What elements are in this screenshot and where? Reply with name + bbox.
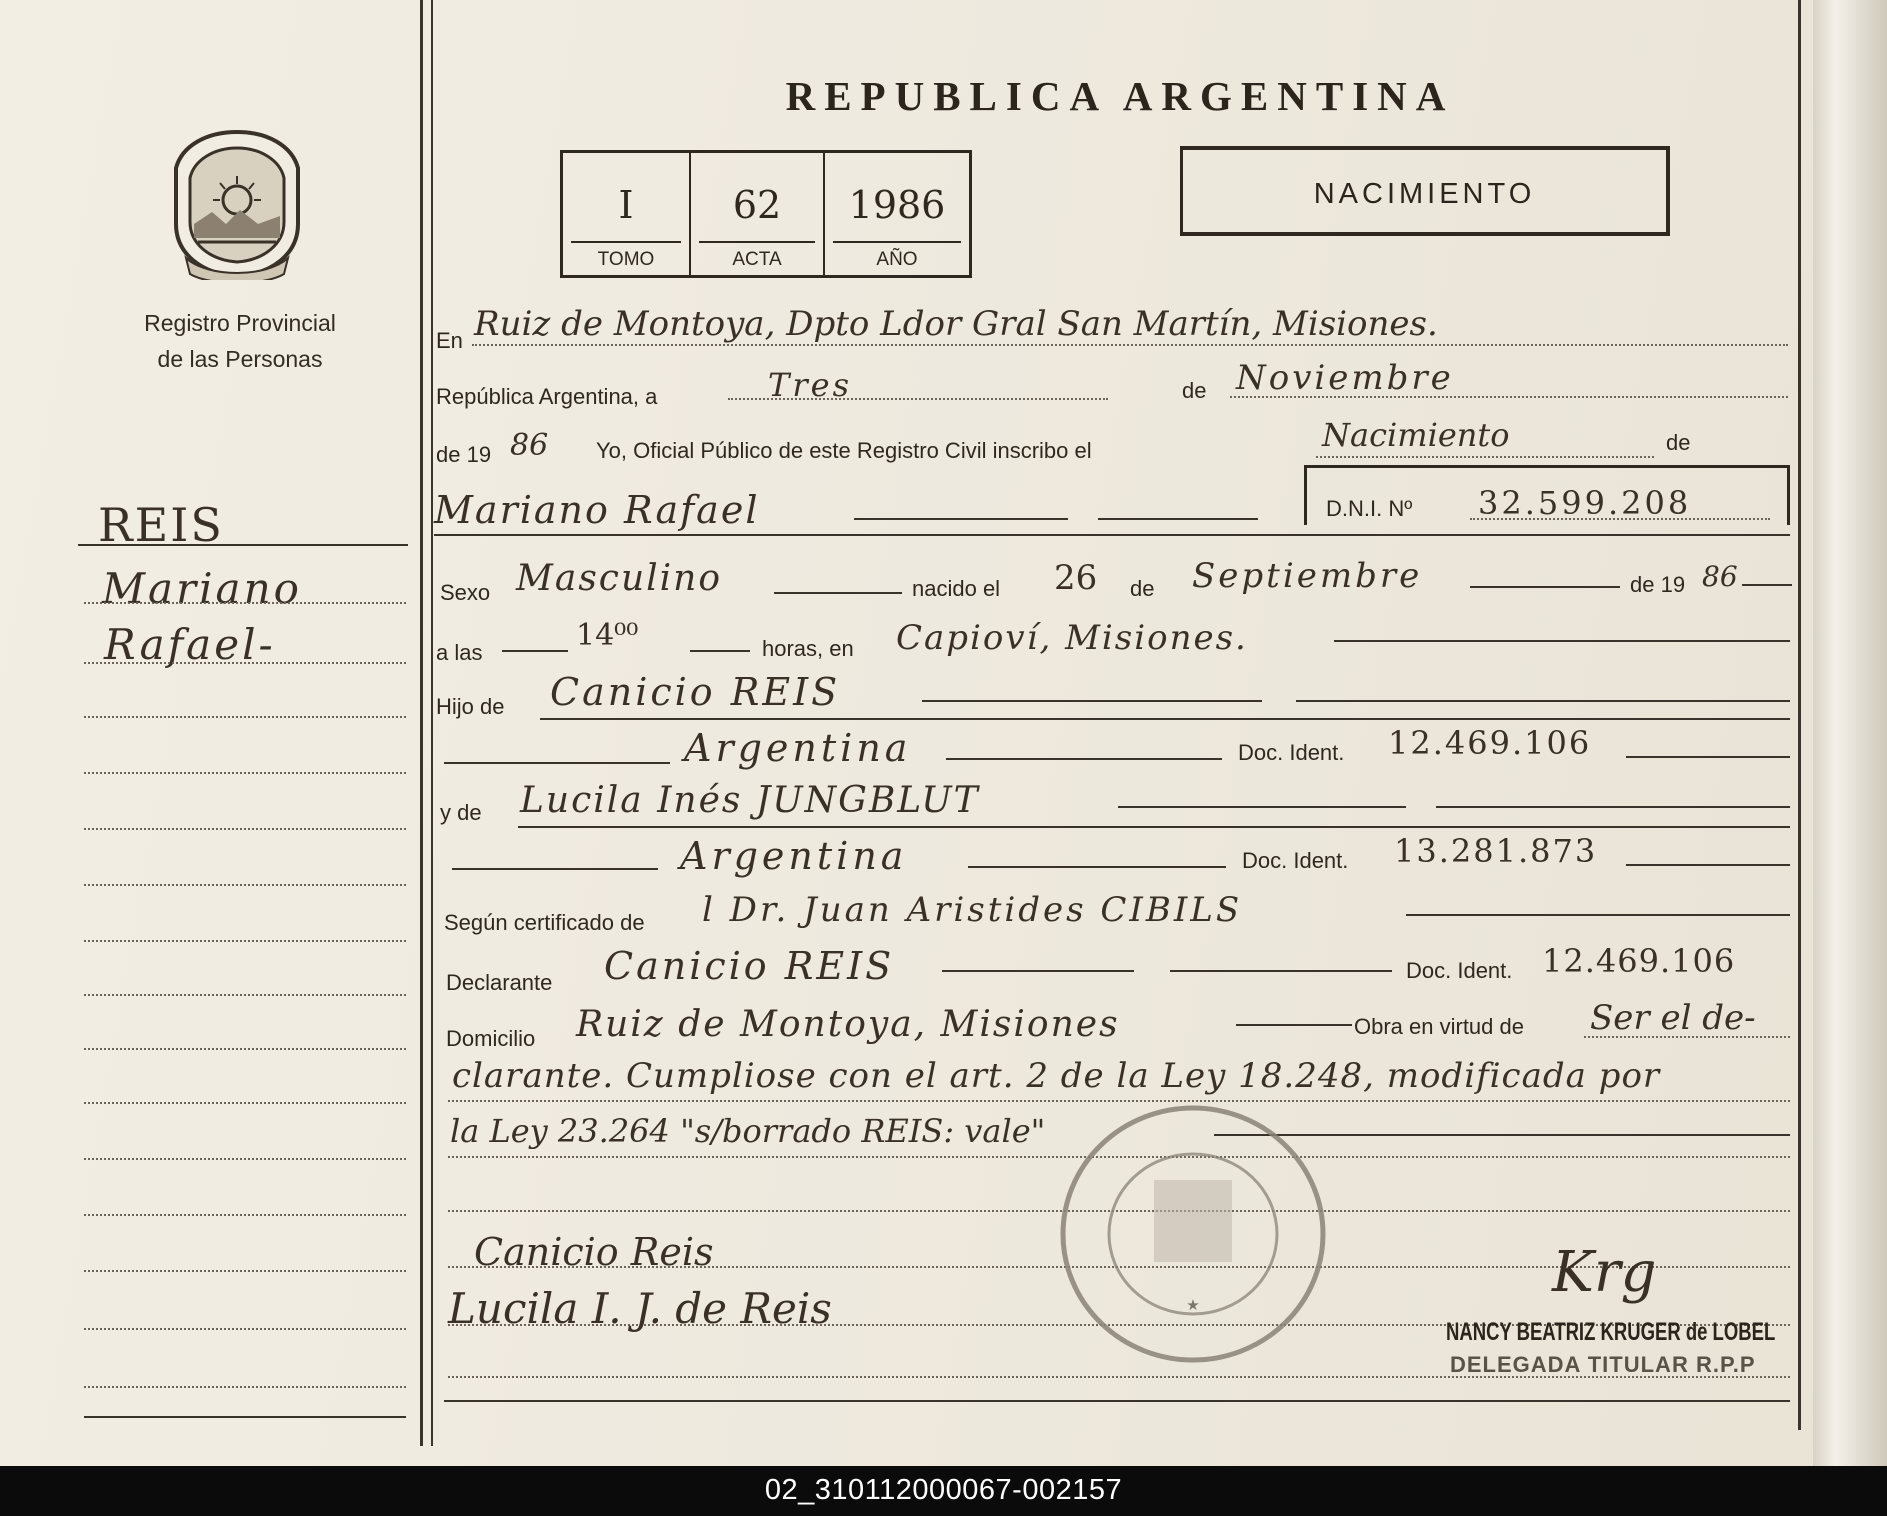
tomo-label: TOMO	[597, 249, 655, 270]
line	[1742, 584, 1792, 586]
footer-code: 02_310112000067-002157	[764, 1474, 1123, 1506]
line	[854, 518, 1068, 520]
declarante-name: Canicio REIS	[604, 944, 895, 988]
doc-ident-label: Doc. Ident.	[1238, 740, 1345, 765]
de-label-2: de	[1666, 430, 1691, 455]
stub-rule	[84, 1386, 406, 1388]
mother-doc: 13.281.873	[1394, 832, 1598, 870]
certifier: l Dr. Juan Aristides CIBILS	[702, 890, 1243, 930]
de-label-3: de	[1130, 576, 1155, 601]
official-title: DELEGADA TITULAR R.P.P	[1450, 1352, 1756, 1377]
declarante-label: Declarante	[446, 970, 553, 995]
stub-rule	[84, 1328, 406, 1330]
line	[1236, 1024, 1352, 1026]
de-label: de	[1182, 378, 1207, 403]
stub-surname: REIS	[98, 498, 224, 552]
y-de-label: y de	[440, 800, 482, 825]
registry-name-line1: Registro Provincial	[144, 310, 336, 336]
place-of-registration: Ruiz de Montoya, Dpto Ldor Gral San Martín, Misiones.	[474, 304, 1438, 344]
mother-name: Lucila Inés JUNGBLUT	[520, 780, 980, 821]
record-type-label: NACIMIENTO	[1313, 178, 1536, 210]
line	[502, 650, 568, 652]
tomo-value: I	[618, 183, 634, 227]
official-stamp-icon	[1052, 1098, 1334, 1370]
child-name: Mariano Rafael	[434, 488, 760, 532]
stub-divider	[420, 0, 423, 1446]
horas-label: horas, en	[762, 636, 854, 661]
domicilio-label: Domicilio	[446, 1026, 536, 1051]
acta-cell	[691, 153, 825, 275]
year-suffix: 86	[510, 428, 549, 463]
line	[1470, 586, 1620, 588]
line	[728, 398, 1108, 400]
line	[774, 592, 902, 594]
right-border	[1798, 0, 1801, 1430]
line	[444, 762, 670, 764]
stub-rule	[84, 884, 406, 886]
hijo-label: Hijo de	[436, 694, 505, 719]
obra-continuation-1: clarante. Cumpliose con el art. 2 de la Ley 18.248, modificada por	[452, 1056, 1661, 1096]
line	[968, 866, 1226, 868]
doc-ident-label-2: Doc. Ident.	[1242, 848, 1349, 873]
line	[1118, 806, 1406, 808]
official-signature: Krg	[1552, 1240, 1657, 1305]
birth-time: 14⁰⁰	[576, 618, 639, 653]
stub-given-name-2: Rafael-	[104, 620, 276, 669]
stub-rule	[84, 828, 406, 830]
line	[1316, 456, 1654, 458]
line	[540, 718, 1790, 720]
dni-value: 32.599.208	[1478, 484, 1692, 522]
stub-rule	[84, 1214, 406, 1216]
doc-ident-label-3: Doc. Ident.	[1406, 958, 1513, 983]
stub-rule	[84, 1416, 406, 1418]
line	[1626, 756, 1790, 758]
segun-label: Según certificado de	[444, 910, 645, 935]
declarante-doc: 12.469.106	[1542, 942, 1736, 980]
act-type: Nacimiento	[1322, 416, 1510, 454]
tomo-cell	[563, 153, 691, 275]
republica-label: República Argentina, a	[436, 384, 658, 409]
birth-month: Septiembre	[1192, 556, 1423, 596]
father-name: Canicio REIS	[550, 670, 841, 714]
day-words: Tres	[768, 366, 852, 404]
father-nationality: Argentina	[684, 726, 912, 770]
line	[1170, 970, 1392, 972]
tomo-acta-anio-box	[560, 150, 972, 278]
stub-rule	[84, 994, 406, 996]
record-type-box	[1180, 146, 1670, 236]
provincial-seal-icon	[168, 128, 306, 280]
document-title: REPUBLICA ARGENTINA	[785, 73, 1455, 119]
line	[434, 534, 1790, 536]
line	[518, 826, 1790, 828]
stub-rule	[84, 716, 406, 718]
declarant-signature-2: Lucila I. J. de Reis	[448, 1284, 832, 1333]
tomo-underline	[571, 241, 681, 243]
line	[1334, 640, 1790, 642]
birth-year-prefix: de 19	[1630, 572, 1686, 597]
anio-label: AÑO	[876, 249, 918, 270]
birth-day: 26	[1054, 558, 1098, 598]
line	[1406, 914, 1790, 916]
obra-value: Ser el de-	[1590, 998, 1756, 1038]
year-prefix: de 19	[436, 442, 492, 467]
line	[1584, 1036, 1790, 1038]
registry-name-line2: de las Personas	[157, 346, 323, 372]
obra-continuation-2: la Ley 23.264 "s/borrado REIS: vale"	[450, 1112, 1046, 1150]
stub-rule	[84, 1158, 406, 1160]
line	[1296, 700, 1790, 702]
stub-rule	[84, 1102, 406, 1104]
line	[472, 344, 1788, 346]
obra-label: Obra en virtud de	[1354, 1014, 1524, 1039]
stub-rule	[84, 1048, 406, 1050]
nacido-label: nacido el	[912, 576, 1001, 601]
line	[1470, 518, 1770, 520]
line	[946, 758, 1222, 760]
acta-value: 62	[732, 183, 782, 227]
official-name: NANCY BEATRIZ KRUGER de LOBEL	[1446, 1318, 1776, 1346]
oficial-text: Yo, Oficial Público de este Registro Civil inscribo el	[596, 438, 1092, 463]
line	[690, 650, 750, 652]
stub-rule	[84, 602, 406, 604]
line	[942, 970, 1134, 972]
acta-label: ACTA	[732, 249, 782, 270]
birth-year-suffix: 86	[1702, 560, 1738, 593]
a-las-label: a las	[436, 640, 483, 665]
en-label: En	[436, 328, 463, 353]
line	[1626, 864, 1790, 866]
line	[922, 700, 1262, 702]
stub-divider-inner	[431, 0, 433, 1446]
stub-rule	[84, 940, 406, 942]
line	[1230, 396, 1788, 398]
line	[452, 868, 658, 870]
line	[444, 1400, 1790, 1402]
birth-place: Capioví, Misiones.	[896, 618, 1248, 658]
mother-nationality: Argentina	[680, 834, 908, 878]
stub-rule	[84, 1270, 406, 1272]
stub-given-name-1: Mariano	[102, 564, 302, 613]
line	[1436, 806, 1790, 808]
page-edge	[1813, 0, 1887, 1466]
domicilio-value: Ruiz de Montoya, Misiones	[576, 1004, 1120, 1045]
anio-cell	[825, 153, 969, 275]
month-of-registration: Noviembre	[1236, 358, 1454, 398]
acta-underline	[699, 241, 815, 243]
sexo-value: Masculino	[516, 558, 723, 599]
stub-rule	[84, 662, 406, 664]
svg-text:★: ★	[1186, 1296, 1200, 1314]
line	[1098, 518, 1258, 520]
stub-rule	[78, 544, 408, 546]
anio-underline	[833, 241, 961, 243]
dni-label: D.N.I. Nº	[1326, 496, 1413, 521]
sexo-label: Sexo	[440, 580, 491, 605]
anio-value: 1986	[848, 183, 946, 227]
father-doc: 12.469.106	[1388, 724, 1592, 762]
declarant-signature-1: Canicio Reis	[474, 1230, 714, 1274]
stub-rule	[84, 772, 406, 774]
